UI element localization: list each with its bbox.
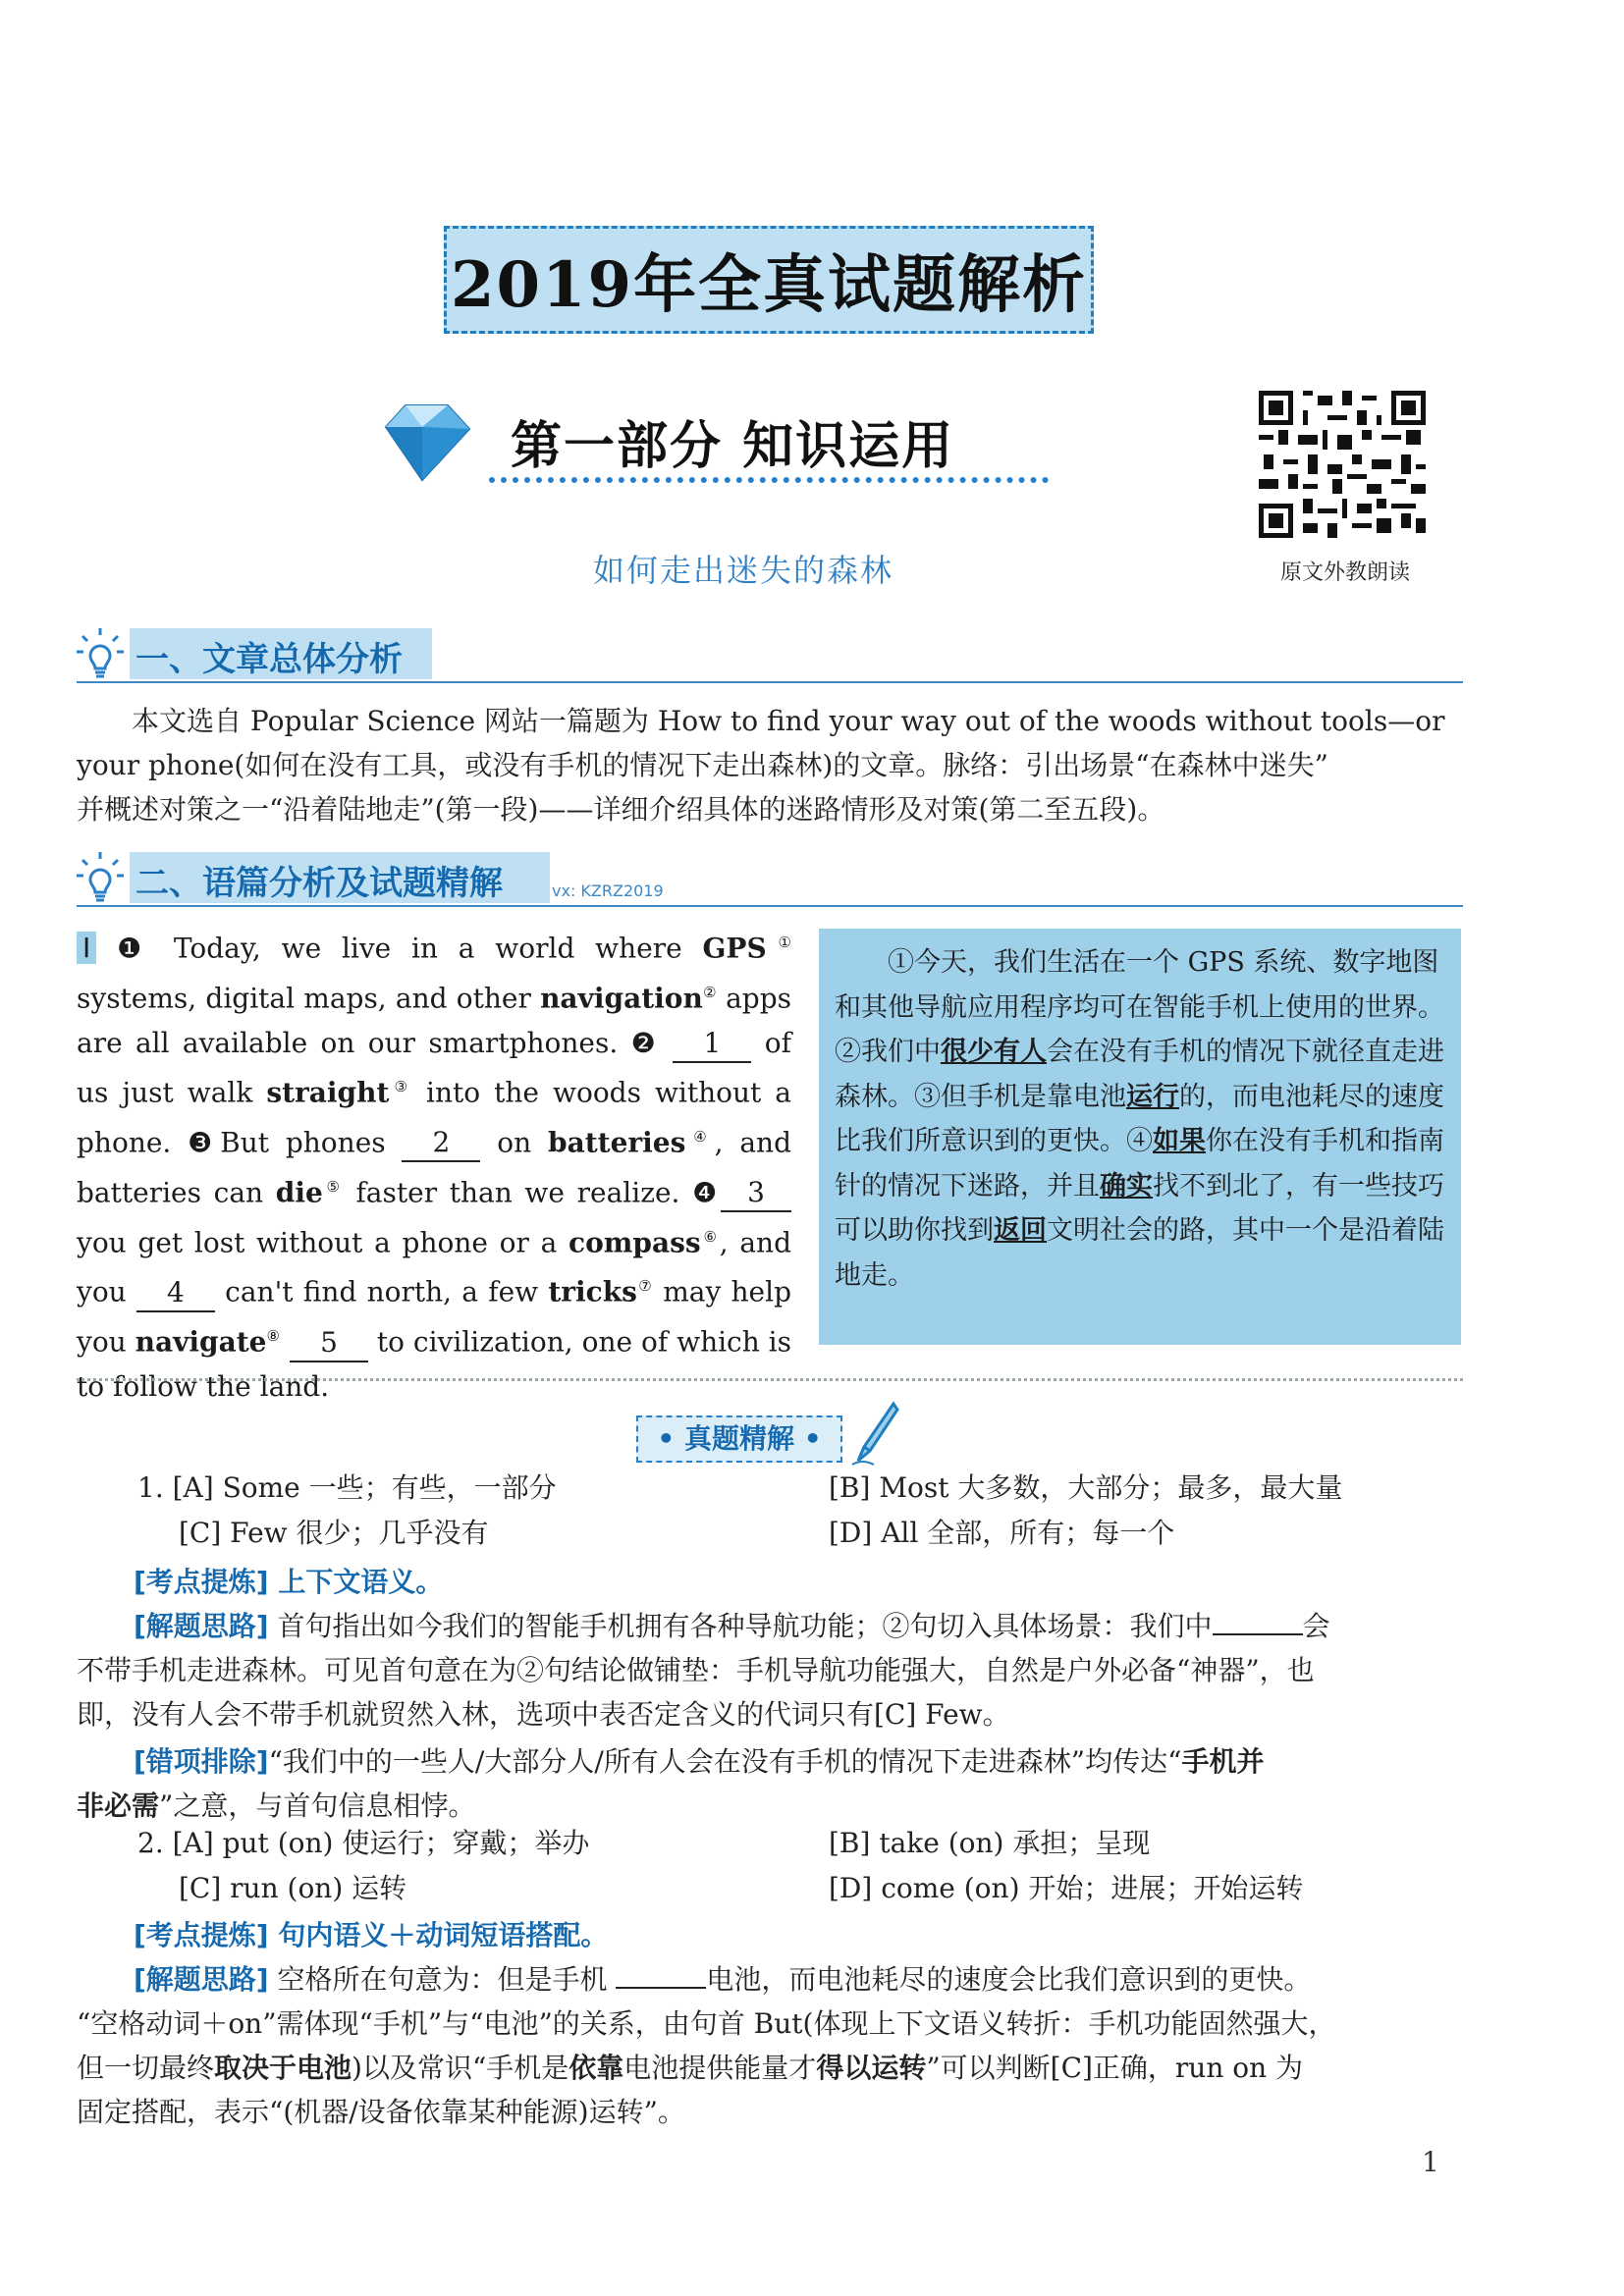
qr-code-icon[interactable]: [1259, 391, 1426, 538]
key-phrase: 确实: [1100, 1170, 1153, 1201]
key-phrase: 返回: [994, 1215, 1047, 1246]
sentence-number: ❹: [692, 1176, 721, 1209]
paragraph-marker: I: [77, 932, 96, 964]
q1-option-c: [C] Few 很少；几乎没有: [179, 1517, 489, 1549]
blank-3[interactable]: 3: [721, 1175, 791, 1212]
section2-rule: [77, 905, 1463, 907]
part-title: 第一部分 知识运用: [511, 417, 955, 476]
blank-5[interactable]: 5: [290, 1325, 368, 1362]
q2-jieti: [解题思路] 空格所在句意为：但是手机 电池，而电池耗尽的速度会比我们意识到的更快。 “空格动词＋on”需体现“手机”与“电池”的关系，由句首 But(体现上下文语义转折：手机功能固然强大， 但一切最终取决于电池)以及常识“手机是依靠电池提供能量才得以运转”可以判断[C]正确，run on 为 固定搭配，表示“(机器/设备依靠某种能源)运转”。: [77, 1963, 1336, 2128]
passage-text: I ❶ Today, we live in a world where GPS① systems, digital maps, and other navigation② apps are all available on our smartphones. ❷ 1 of us just walk straight③ into the woods without a phone. ❸But phones 2 on batteries④, and batteries can die⑤ faster than we realize. ❹ 3 you get lost without a phone or a compass⑥, and you 4 can't find north, a few tricks⑦ may help you navigate⑧ 5 to civilization, one of which is to follow the land.: [77, 932, 792, 1404]
q1-jieti: [解题思路] 首句指出如今我们的智能手机拥有各种导航功能；②句切入具体场景：我们中 会 不带手机走进森林。可见首句意在为②句结论做铺垫：手机导航功能强大，自然是户外必备“神器”，也 即，没有人会不带手机就贸然入林，选项中表否定含义的代词只有[C] Few。: [77, 1610, 1330, 1731]
section1-rule: [77, 681, 1463, 683]
section1-paragraph: [77, 699, 1463, 831]
section2-heading: 二、语篇分析及试题精解: [135, 864, 503, 903]
q2-kaodian: [考点提炼] 句内语义＋动词短语搭配。: [134, 1919, 609, 1951]
q1-kaodian: [考点提炼] 上下文语义。: [134, 1566, 444, 1598]
watermark-text: vx: KZRZ2019: [552, 881, 664, 900]
title-underline: [489, 477, 1049, 483]
q1-option-a: 1. [A] Some 一些；有些，一部分: [137, 1471, 557, 1504]
key-phrase: 很少有人: [941, 1037, 1047, 1067]
q2-option-c: [C] run (on) 运转: [179, 1872, 407, 1904]
section1-line3: 并概述对策之一“沿着陆地走”(第一段)——详细介绍具体的迷路情形及对策(第二至五段)。: [77, 793, 1165, 826]
translation-box: ①今天，我们生活在一个 GPS 系统、数字地图和其他导航应用程序均可在智能手机上使用的世界。②我们中很少有人会在没有手机的情况下就径直走进森林。③但手机是靠电池运行的，而电池耗尽的速度比我们所意识到的更快。④如果你在没有手机和指南针的情况下迷路，并且确实找不到北了，有一些技巧可以助你找到返回文明社会的路，其中一个是沿着陆地走。: [819, 929, 1461, 1345]
q2-option-a: 2. [A] put (on) 使运行；穿戴；举办: [137, 1827, 590, 1859]
passage-subtitle: 如何走出迷失的森林: [593, 552, 894, 589]
diamond-icon: [371, 398, 479, 486]
section1-heading: 一、文章总体分析: [135, 640, 403, 679]
pen-icon: [850, 1400, 899, 1468]
q2-option-d: [D] come (on) 开始；进展；开始运转: [829, 1872, 1304, 1904]
q2-option-b: [B] take (on) 承担；呈现: [829, 1827, 1151, 1859]
section-divider: [77, 1378, 1463, 1381]
lightbulb-icon: [75, 626, 126, 681]
section1-line1: 本文选自 Popular Science 网站一篇题为 How to find your way out of the woods without tools—or: [132, 705, 1445, 737]
sentence-number: ❷: [630, 1026, 661, 1059]
q1-option-d: [D] All 全部，所有；每一个: [829, 1517, 1175, 1549]
blank-4[interactable]: 4: [136, 1275, 215, 1312]
blank-1[interactable]: 1: [673, 1026, 751, 1063]
zhenti-label: • 真题精解 •: [636, 1415, 842, 1463]
q1-option-b: [B] Most 大多数，大部分；最多，最大量: [829, 1471, 1343, 1504]
qr-label: 原文外教朗读: [1279, 561, 1410, 585]
lightbulb-icon: [75, 850, 126, 905]
sentence-number: ❸: [188, 1126, 221, 1159]
blank-2[interactable]: 2: [402, 1125, 480, 1162]
page-number: 1: [1422, 2146, 1439, 2178]
q1-cuoxiang: [错项排除]“我们中的一些人/大部分人/所有人会在没有手机的情况下走进森林”均传达“手机并 非必需”之意，与首句信息相悖。: [77, 1745, 1265, 1822]
page-title: 2019年全真试题解析: [444, 226, 1094, 334]
key-phrase: 如果: [1153, 1126, 1206, 1156]
key-phrase: 运行: [1126, 1081, 1179, 1112]
sentence-number: ❶: [117, 932, 154, 965]
section1-line2: your phone(如何在没有工具，或没有手机的情况下走出森林)的文章。脉络：引出场景“在森林中迷失”: [77, 749, 1328, 781]
